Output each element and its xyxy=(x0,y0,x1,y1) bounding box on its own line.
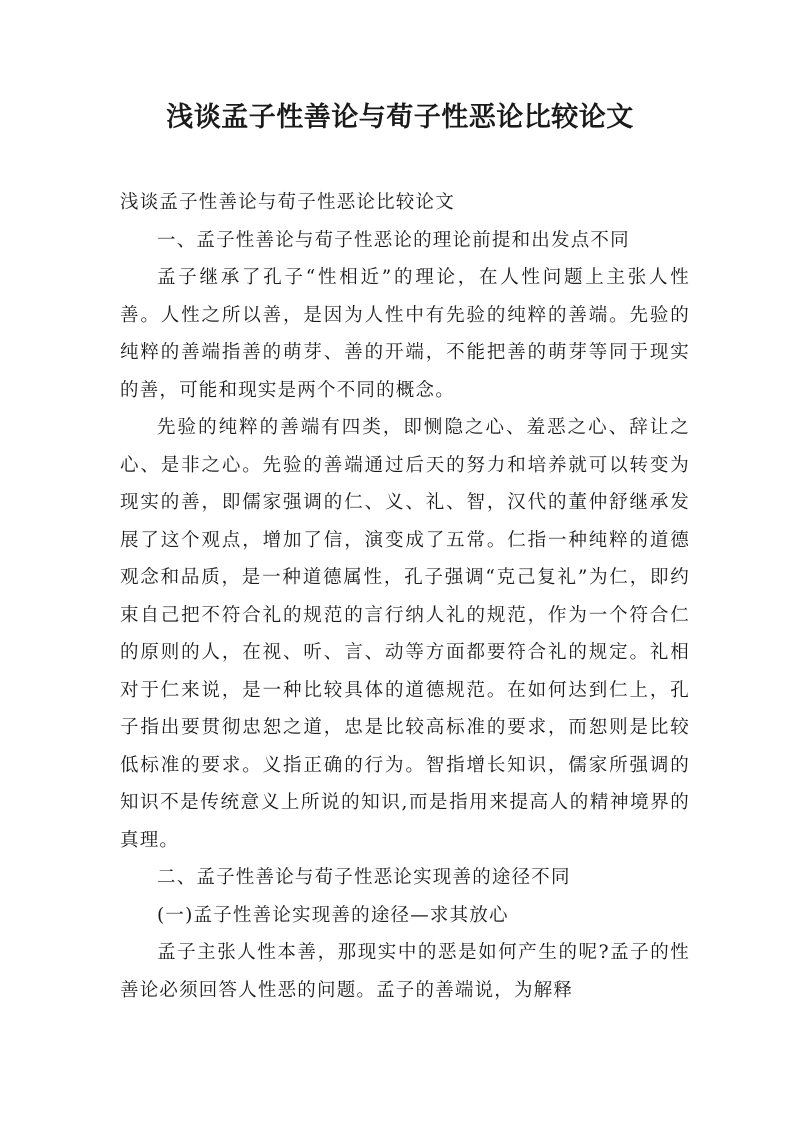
document-title: 浅谈孟子性善论与荀子性恶论比较论文 xyxy=(166,102,634,133)
body-paragraph: 孟子继承了孔子“性相近”的理论，在人性问题上主张人性善。人性之所以善，是因为人性中有先验的纯粹的善端。先验的纯粹的善端指善的萌芽、善的开端，不能把善的萌芽等同于现实的善，可能和现实是两个不同的概念。 xyxy=(120,267,690,401)
section-heading-2: 二、孟子性善论与荀子性恶论实现善的途径不同 xyxy=(157,867,571,888)
subsection-heading: (一)孟子性善论实现善的途径—求其放心 xyxy=(157,904,509,926)
body-paragraph: 孟子主张人性本善，那现实中的恶是如何产生的呢?孟子的性善论必须回答人性恶的问题。孟子的善端说，为解释 xyxy=(120,942,690,1001)
document-body xyxy=(120,184,690,1009)
section-heading-1: 一、孟子性善论与荀子性恶论的理论前提和出发点不同 xyxy=(157,229,630,251)
body-paragraph: 先验的纯粹的善端有四类，即恻隐之心、羞恶之心、辞让之心、是非之心。先验的善端通过后天的努力和培养就可以转变为现实的善，即儒家强调的仁、义、礼、智，汉代的董仲舒继承发展了这个观点，增加了信，演变成了五常。仁指一种纯粹的道德观念和品质，是一种道德属性，孔子强调“克己复礼”为仁，即约束自己把不符合礼的规范的言行纳人礼的规范，作为一个符合仁的原则的人，在视、听、言、动等方面都要符合礼的规定。礼相对于仁来说，是一种比较具体的道德规范。在如何达到仁上，孔子指出要贯彻忠恕之道，忠是比较高标准的要求，而恕则是比较低标准的要求。义指正确的行为。智指增长知识，儒家所强调的知识不是传统意义上所说的知识,而是指用来提高人的精神境界的真理。 xyxy=(120,417,690,851)
subtitle-paragraph: 浅谈孟子性善论与荀子性恶论比较论文 xyxy=(120,192,455,213)
